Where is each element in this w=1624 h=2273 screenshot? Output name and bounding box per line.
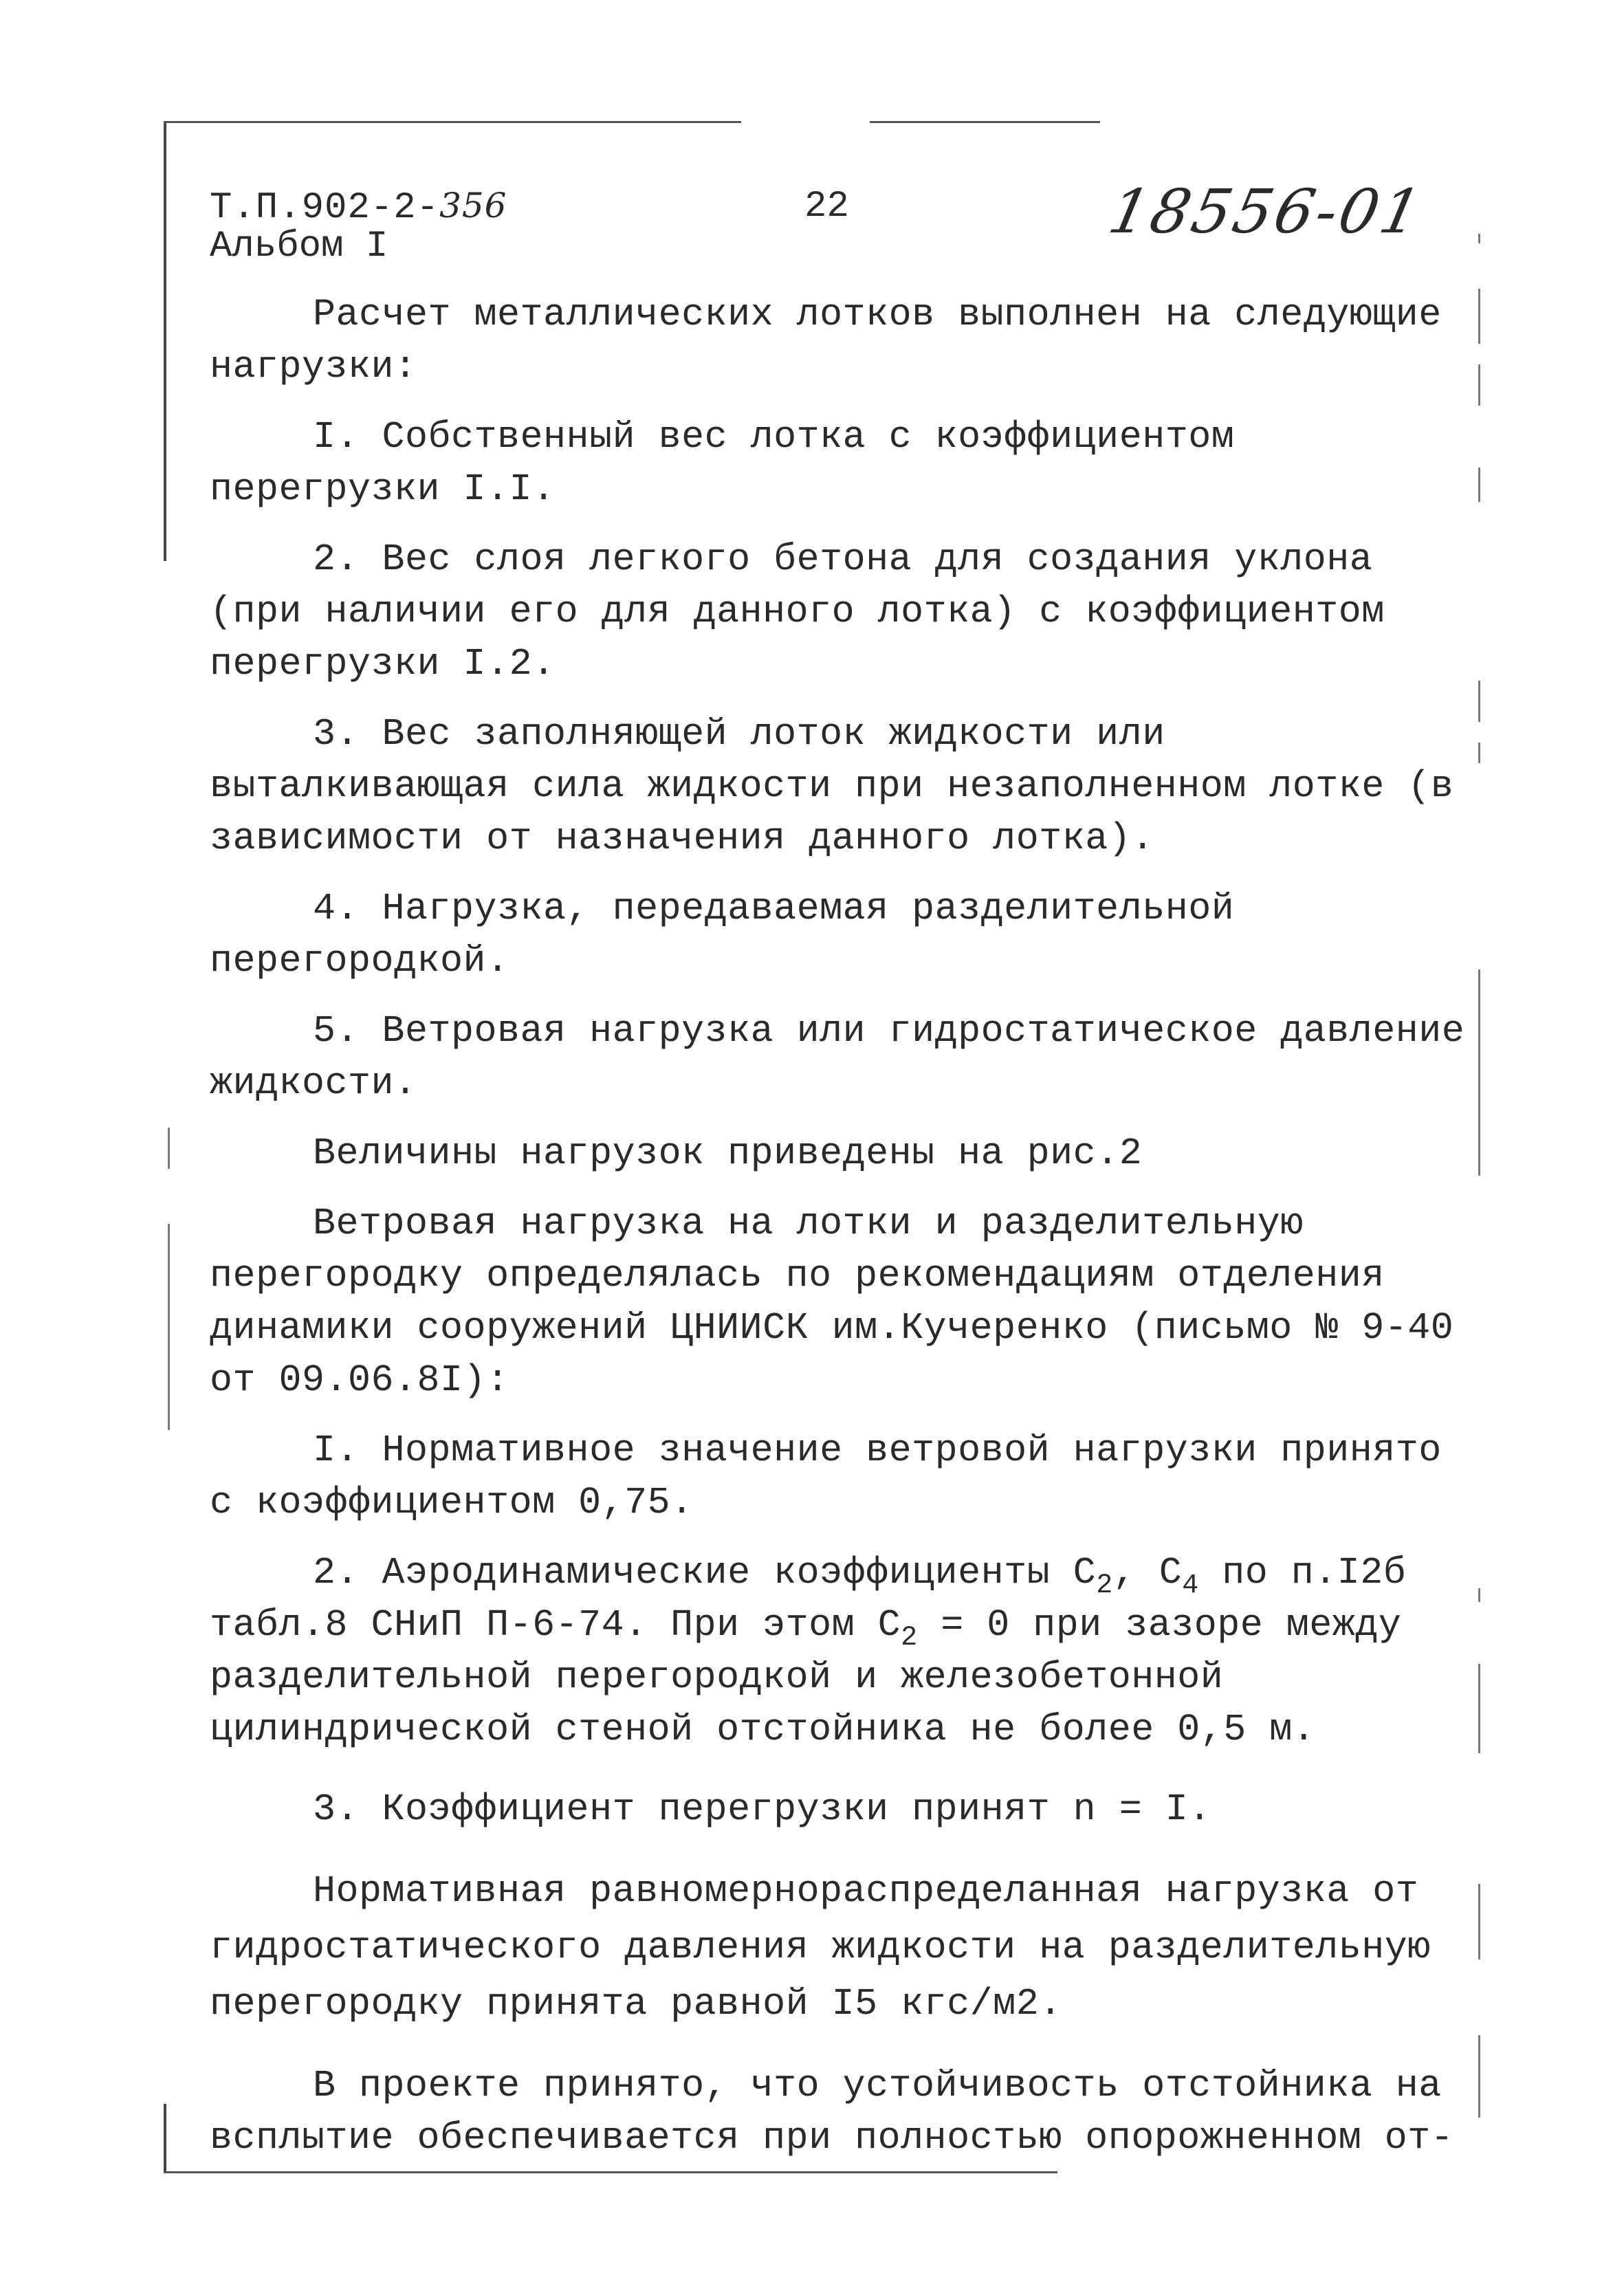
list-item: I. Нормативное значение ветровой нагрузки принято с коэффициентом 0,75. xyxy=(210,1429,1442,1524)
subscript: 4 xyxy=(1182,1570,1199,1601)
paragraph: Расчет металлических лотков выполнен на следующие нагрузки: xyxy=(210,293,1442,388)
frame-left-line xyxy=(164,121,166,561)
document-code-number: 356 xyxy=(439,186,507,226)
paragraph: Нормативная равномернораспределанная нагрузка от гидростатического давления жидкости на разделительную перегородку принята равной I5 кгс/м2. xyxy=(210,1869,1431,2025)
subscript: 2 xyxy=(901,1623,918,1654)
subscript: 2 xyxy=(1096,1570,1113,1601)
list-item: 2. Вес слоя легкого бетона для создания уклона (при наличии его для данного лотка) с коэффициентом перегрузки I.2. xyxy=(210,538,1385,685)
list-item: 3. Коэффициент перегрузки принят n = I. xyxy=(313,1788,1211,1831)
inventory-number: 18556-01 xyxy=(1103,176,1430,247)
list-item: I. Собственный вес лотка с коэффициентом перегрузки I.I. xyxy=(210,415,1235,511)
frame-left-line-lower xyxy=(164,2104,166,2173)
page-header xyxy=(210,176,1516,275)
list-item: 3. Вес заполняющей лоток жидкости или выталкивающая сила жидкости при незаполненном лотке (в зависимости от назначения данного лотка). xyxy=(210,712,1454,860)
text-run: = 0 при зазоре между разделительной перегородкой и железобетонной цилиндрической стеной отстойника не более 0,5 м. xyxy=(210,1603,1402,1751)
scan-mark xyxy=(168,1128,170,1169)
scan-mark xyxy=(168,1224,170,1430)
list-item: 4. Нагрузка, передаваемая разделительной перегородкой. xyxy=(210,887,1235,982)
page-number: 22 xyxy=(804,186,849,228)
document-code xyxy=(210,186,507,229)
text-run: 2. Аэродинамические коэффициенты С xyxy=(313,1551,1097,1594)
document-code-prefix: Т.П.902-2- xyxy=(210,187,440,229)
paragraph: В проекте принято, что устойчивость отстойника на всплытие обеспечивается при полностью опорожненном от- xyxy=(210,2064,1454,2160)
list-item: 5. Ветровая нагрузка или гидростатическое давление жидкости. xyxy=(210,1009,1465,1105)
list-item xyxy=(210,1547,1482,1756)
frame-top-line xyxy=(164,121,741,123)
album-label: Альбом I xyxy=(210,226,388,267)
document-body xyxy=(210,289,1482,2164)
frame-bottom-line xyxy=(164,2171,1057,2173)
text-run: , С xyxy=(1112,1551,1183,1594)
frame-top-line-right xyxy=(870,121,1100,123)
text-run: по п.I2б табл.8 СНиП П-6-74. При этом С xyxy=(210,1551,1407,1647)
paragraph: Величины нагрузок приведены на рис.2 xyxy=(313,1132,1143,1175)
paragraph: Ветровая нагрузка на лотки и разделительную перегородку определялась по рекомендациям отделения динамики сооружений ЦНИИСК им.Кучеренко (письмо № 9-40 от 09.06.8I): xyxy=(210,1202,1454,1402)
